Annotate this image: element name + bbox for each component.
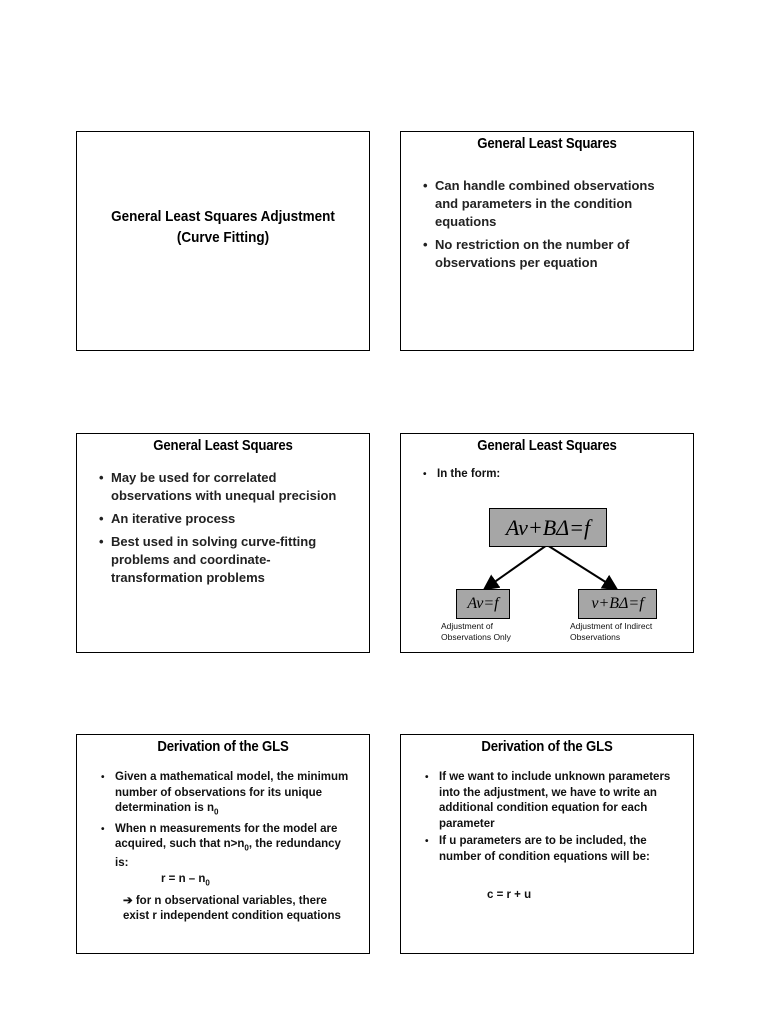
slide-1-title [92, 206, 355, 248]
bullet-item: • An iterative process [99, 510, 355, 528]
subscript: 0 [214, 807, 219, 817]
caption-left [441, 621, 511, 643]
subscript: 0 [205, 878, 210, 888]
redundancy-equation [101, 872, 355, 891]
bullet-text: When n measurements for the model are acquired, such that n>n [115, 822, 338, 851]
slide-5-title: Derivation of the GLS [157, 738, 289, 755]
slide-4 [400, 433, 694, 653]
slide-3 [76, 433, 370, 653]
arrow-left [486, 545, 547, 588]
equation-main-box: Av+BΔ=f [489, 508, 607, 547]
caption-left-line-2: Observations Only [441, 632, 511, 642]
slide-1 [76, 131, 370, 351]
condition-count-equation: c = r + u [487, 889, 532, 901]
caption-left-line-1: Adjustment of [441, 621, 493, 631]
slide-2-bullets [423, 177, 679, 277]
slide-2-title: General Least Squares [477, 135, 617, 152]
caption-right-line-1: Adjustment of Indirect [570, 621, 653, 631]
bullet-item: • No restriction on the number of observations per equation [423, 236, 679, 272]
slide-6-bullets [425, 770, 683, 867]
slide-4-title: General Least Squares [477, 437, 617, 454]
slide-6-title: Derivation of the GLS [481, 738, 613, 755]
slide-1-title-line-1: General Least Squares Adjustment [111, 208, 335, 225]
slide-3-bullets [99, 469, 355, 592]
slide-5-bullets [101, 770, 355, 874]
bullet-item: • Can handle combined observations and parameters in the condition equations [423, 177, 679, 231]
arrow-statement-text: for n observational variables, there exist r independent condition equations [123, 894, 341, 923]
bullet-text: , the redundancy is: [115, 838, 341, 870]
bullet-item [101, 770, 355, 820]
slide-5-continuation [101, 872, 355, 925]
subscript: 0 [244, 843, 249, 853]
bullet-item [101, 822, 355, 872]
slide-3-title: General Least Squares [153, 437, 293, 454]
equation-text: r = n – n [161, 873, 206, 885]
right-arrow-icon: ➔ [123, 894, 133, 907]
bullet-item: • In the form: [423, 467, 683, 483]
slide-2 [400, 131, 694, 351]
caption-right-line-2: Observations [570, 632, 621, 642]
caption-right [570, 621, 652, 643]
equation-left-box: Av=f [456, 589, 510, 619]
arrow-right [547, 545, 615, 588]
bullet-text: Given a mathematical model, the minimum number of observations for its unique determination is n [115, 771, 349, 814]
arrow-statement [101, 894, 355, 925]
bullet-item: • If we want to include unknown parameters into the adjustment, we have to write an additional condition equation for each parameter [425, 770, 683, 832]
bullet-item: • Best used in solving curve-fitting problems and coordinate-transformation problems [99, 533, 355, 587]
slide-5 [76, 734, 370, 954]
bullet-item: • If u parameters are to be included, the number of condition equations will be: [425, 834, 683, 865]
equation-right-box: v+BΔ=f [578, 589, 657, 619]
slide-1-title-line-2: (Curve Fitting) [176, 229, 270, 246]
slide-6 [400, 734, 694, 954]
bullet-item: • May be used for correlated observations with unequal precision [99, 469, 355, 505]
